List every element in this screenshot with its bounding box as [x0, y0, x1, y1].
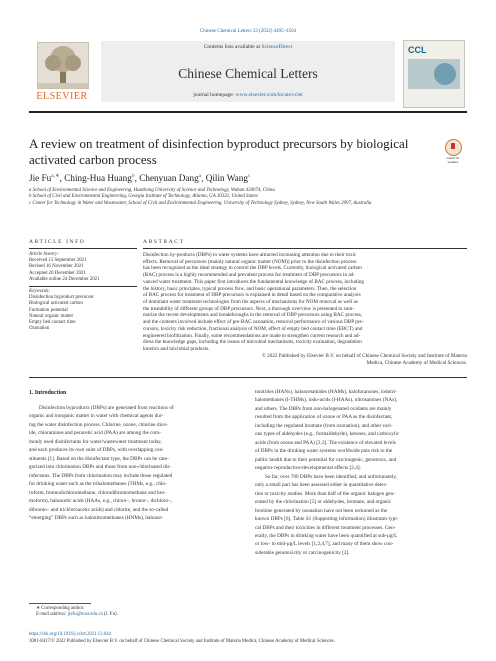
abstract-line: engineered biofiltration. Finally, some recommendations are made to strengthen current research and ad-	[143, 332, 361, 339]
publisher-wordmark: ELSEVIER	[36, 91, 88, 102]
body-line: organic and inorganic matter in water with chemical agents dur-	[29, 413, 164, 420]
abstract-divider	[143, 248, 467, 249]
email-label: E-mail address:	[36, 612, 68, 618]
elsevier-logo	[29, 42, 95, 106]
abstract-line: vanced water treatment. This paper first introduces the fundamental knowledge of BAC process, including	[143, 278, 365, 285]
journal-cover-image	[403, 40, 465, 108]
elsevier-tree-icon	[37, 42, 89, 89]
body-line: roform, bromodichloromethane, chlorodibromomethane and bro-	[29, 489, 166, 496]
keywords-heading: Keywords:	[29, 289, 51, 295]
body-line: known DBPs [6]. Table S1 (Supporting information) illustrates typi-	[255, 516, 399, 523]
doi-block	[29, 632, 469, 645]
check-for-updates-badge[interactable]	[441, 139, 465, 165]
history-revised: Revised 16 November 2021	[29, 264, 84, 270]
history-received: Received 15 September 2021	[29, 258, 87, 264]
abstract-line: dress the knowledge gaps, including the issues of microbial mechanisms, toxicity evaluation, degradation	[143, 339, 362, 346]
body-line: including the regulated bromate (from ozonation), and other vari-	[255, 422, 393, 429]
journal-masthead	[101, 41, 395, 102]
affiliations	[29, 188, 459, 207]
check-updates-label: Check for updates	[446, 156, 460, 164]
abstract-heading: ABSTRACT	[143, 239, 185, 245]
keyword: Formation potential	[29, 307, 68, 313]
body-line: or low- to mid-μg/L levels [1,2,4,7], and many of them show con-	[255, 541, 394, 548]
body-line: tonitriles (HANs), haloacetamides (HAMs), halofuranones, iodotri-	[255, 389, 397, 395]
body-line: and each produces its own suite of DBPs, with overlapping con-	[29, 447, 164, 454]
body-line: halomethanes (I-THMs), iodo-acids (I-HAAs), nitrosamines (NAs),	[255, 397, 398, 404]
abstract-line: effects. Removal of precursors (mainly natural organic matter (NOM)) prior to the disinfection process	[143, 258, 357, 265]
abstract-line: has been recognized as the ideal strategy to control the DBP levels. Currently, biological activated carbon	[143, 265, 362, 272]
abstract-line: Disinfection by-products (DBPs) in water systems have attracted increasing attention due to their toxic	[143, 252, 357, 258]
abstract-line: (BAC) process is a highly recommended and prevalent process for treatment of DBP precursors in ad-	[143, 272, 356, 279]
abstract-line: the treatability of different groups of DBP precursors. Next, a thorough overview is presented to sum-	[143, 305, 355, 312]
body-line: So far, over 700 DBPs have been identified, and unfortunately,	[265, 473, 397, 480]
body-line: Disinfection byproducts (DBPs) are generated from reactions of	[39, 405, 174, 411]
keyword: Natural organic matter	[29, 313, 74, 319]
body-line: for drinking water such as the trihalomethanes (THMs, e.g., chlo-	[29, 481, 167, 488]
author-affiliation-mark[interactable]: c	[247, 173, 251, 179]
cover-graphic-circle	[434, 63, 456, 85]
body-line: monly used disinfectants for water/wastewater treatment today,	[29, 438, 162, 445]
author-affiliation-mark[interactable]: b	[131, 173, 135, 179]
affiliation-c: c Center for Technology in Water and Wastewater, School of Civil and Environmental Engineering, University of Technology Sydney, Sydney, New South Wales 2007, Australia	[29, 200, 372, 206]
abstract-line: kinetics and microbial products.	[143, 346, 210, 353]
sciencedirect-link[interactable]: ScienceDirect	[261, 44, 293, 50]
header-divider	[29, 111, 467, 113]
article-info-divider	[29, 248, 137, 249]
email-suffix: (J. Fu).	[102, 612, 118, 618]
body-line: acids (from ozone and PAA) [2,3]. The existence of elevated levels	[255, 439, 396, 446]
keyword: Ozonation	[29, 326, 50, 332]
journal-citation: Chinese Chemical Letters 33 (2022) 4495–4504	[199, 29, 297, 34]
body-line: moform), haloacetic acids (HAAs, e.g., chloro–, bromo–, dichloro–,	[29, 498, 173, 505]
author-affiliation-mark[interactable]: a,∗	[51, 173, 60, 179]
body-line: “emerging” DBPs such as halonitromethanes (HNMs), haloace-	[29, 515, 164, 522]
body-line: dibromo– and trichloroacetic acids) and chlorite, and the so-called	[29, 506, 169, 513]
body-line: ous types of aldehydes (e.g., formaldehyde), ketones, and carboxylic	[255, 431, 400, 438]
email-line	[36, 612, 236, 618]
cover-title: CCL	[408, 45, 427, 55]
body-line: erally, the DBPs in drinking water have been quantified at sub-μg/L	[255, 532, 398, 539]
abstract-line: marize the recent developments and breakthroughs in the removal of DBP precursors using BAC process,	[143, 312, 363, 319]
author-list: Jie $Fu^{a,∗}$, Ching-Hua Huang$^b$, Chenyuan Dang$^a$, Qilin Wang$^c$	[29, 173, 251, 184]
history-online: Available online 24 December 2021	[29, 276, 100, 282]
section-heading: 1. Introduction	[29, 390, 67, 396]
author-name[interactable]: Chenyuan Dang	[139, 173, 199, 184]
abstract-line: cursors, toxicity risk reduction, fractional analysis of NOM, effect of empty bed contact time (EBCT) and	[143, 325, 363, 332]
abstract-line: the history, basic principles, typical process flow, and basic operational parameters. Then, the selection	[143, 285, 357, 292]
abstract-line: and the contents involved include effect of pre-BAC ozonation, removal performance of various DBP pre-	[143, 319, 364, 326]
body-line: of DBPs in the drinking water systems worldwide puts risk to the	[255, 448, 393, 455]
affiliation-b: b School of Civil and Environmental Engineering, Georgia Institute of Technology, Atlanta, GA 30332, United States	[29, 194, 258, 200]
body-right-column	[255, 388, 467, 557]
author-name[interactable]: Ching-Hua Huang	[64, 173, 132, 184]
author-name[interactable]: Jie Fu	[29, 173, 52, 184]
abstract-line: of BAC process for treatment of DBP precursors is explained in detail based on the comparative analysis	[143, 292, 361, 299]
body-line: ing the water disinfection process. Chlorine, ozone, chlorine diox-	[29, 421, 168, 428]
keyword: Disinfection byproduct precursor	[29, 295, 94, 301]
homepage-line	[101, 92, 395, 98]
doi-link[interactable]: https://doi.org/10.1016/j.cclet.2021.12.044	[29, 632, 111, 637]
copyright-line: Medica, Chinese Academy of Medical Sciences.	[366, 359, 467, 366]
body-line: ide, chloramines and peracetic acid (PAA) are among the com-	[29, 430, 161, 437]
article-info-panel	[29, 252, 139, 332]
journal-name: Chinese Chemical Letters	[178, 66, 318, 81]
issn-line: 1001-8417/© 2022 Published by Elsevier B.V. on behalf of Chinese Chemical Society and Institute of Materia Medica, Chinese Academy of Medical Sciences.	[29, 638, 335, 644]
abstract-text	[143, 252, 467, 366]
author-affiliation-mark[interactable]: a	[198, 173, 202, 179]
abstract-bottom-divider	[29, 377, 467, 378]
body-left-column	[29, 404, 241, 523]
body-line: siderable genotoxicity or carcinogenicity [2].	[255, 549, 350, 556]
abstract-line: of dominant water treatment technologies from the aspects of mechanisms for NOM removal as well as	[143, 299, 358, 306]
journal-header	[29, 36, 467, 108]
author-name[interactable]: Qilin Wang	[205, 173, 248, 184]
check-updates-icon	[445, 139, 462, 156]
body-line: infectants. The DBPs from chlorination may include those regulated	[29, 472, 173, 479]
footnote	[36, 606, 236, 619]
body-line: tion or toxicity studies. More than half of the organic halogen gen-	[255, 490, 395, 497]
body-line: only a small part has been assessed either in quantitative detec-	[255, 482, 388, 489]
article-title: A review on treatment of disinfection byproduct precursors by biological activated carbon process	[29, 136, 409, 167]
contents-prefix: Contents lists available at	[203, 44, 262, 50]
keyword: Biological activated carbon	[29, 301, 83, 307]
history-accepted: Accepted 20 December 2021	[29, 270, 86, 276]
affiliation-a: a School of Environmental Science and Engineering, Huazhong University of Science and Technology, Wuhan 430074, China	[29, 188, 275, 193]
email-link[interactable]: jiefu@hust.edu.cn	[67, 612, 103, 618]
body-line: gorized into chlorination DBPs and those from non-chlorinated dis-	[29, 464, 172, 471]
history-heading: Article history:	[29, 252, 59, 257]
contents-line	[101, 44, 395, 50]
body-line: stituents [1]. Based on the disinfectant type, the DBPs can be cate-	[29, 455, 169, 462]
body-line: public health due to their potential for carcinogenic, genotoxic, and	[255, 456, 397, 463]
article-info-heading: ARTICLE INFO	[29, 239, 86, 245]
body-line: resulted from the application of ozone or PAA as the disinfectant,	[255, 414, 393, 421]
body-line: cal DBPs and their toxicities in different treatment processes. Gen-	[255, 524, 396, 531]
body-line: and others. The DBPs from non-halogenated oxidants are mainly	[255, 405, 392, 412]
body-line: bromine generated by ozonation have not been reckoned as the	[255, 507, 388, 514]
corresponding-author-note: ∗ Corresponding author.	[36, 606, 85, 611]
keywords-divider	[29, 286, 137, 287]
homepage-prefix: journal homepage:	[193, 92, 236, 98]
footnote-divider	[29, 603, 91, 604]
body-line: erated by the chlorination [5] or aldehydes, bromate, and organic	[255, 499, 392, 506]
homepage-link[interactable]: www.elsevier.com/locate/cclet	[235, 92, 303, 98]
body-line: negative reproductive/developmental effects [2,4].	[255, 465, 361, 472]
copyright-line: © 2022 Published by Elsevier B.V. on behalf of Chinese Chemical Society and Institute of Materia	[261, 352, 467, 359]
keyword: Empty bed contact time	[29, 320, 76, 326]
